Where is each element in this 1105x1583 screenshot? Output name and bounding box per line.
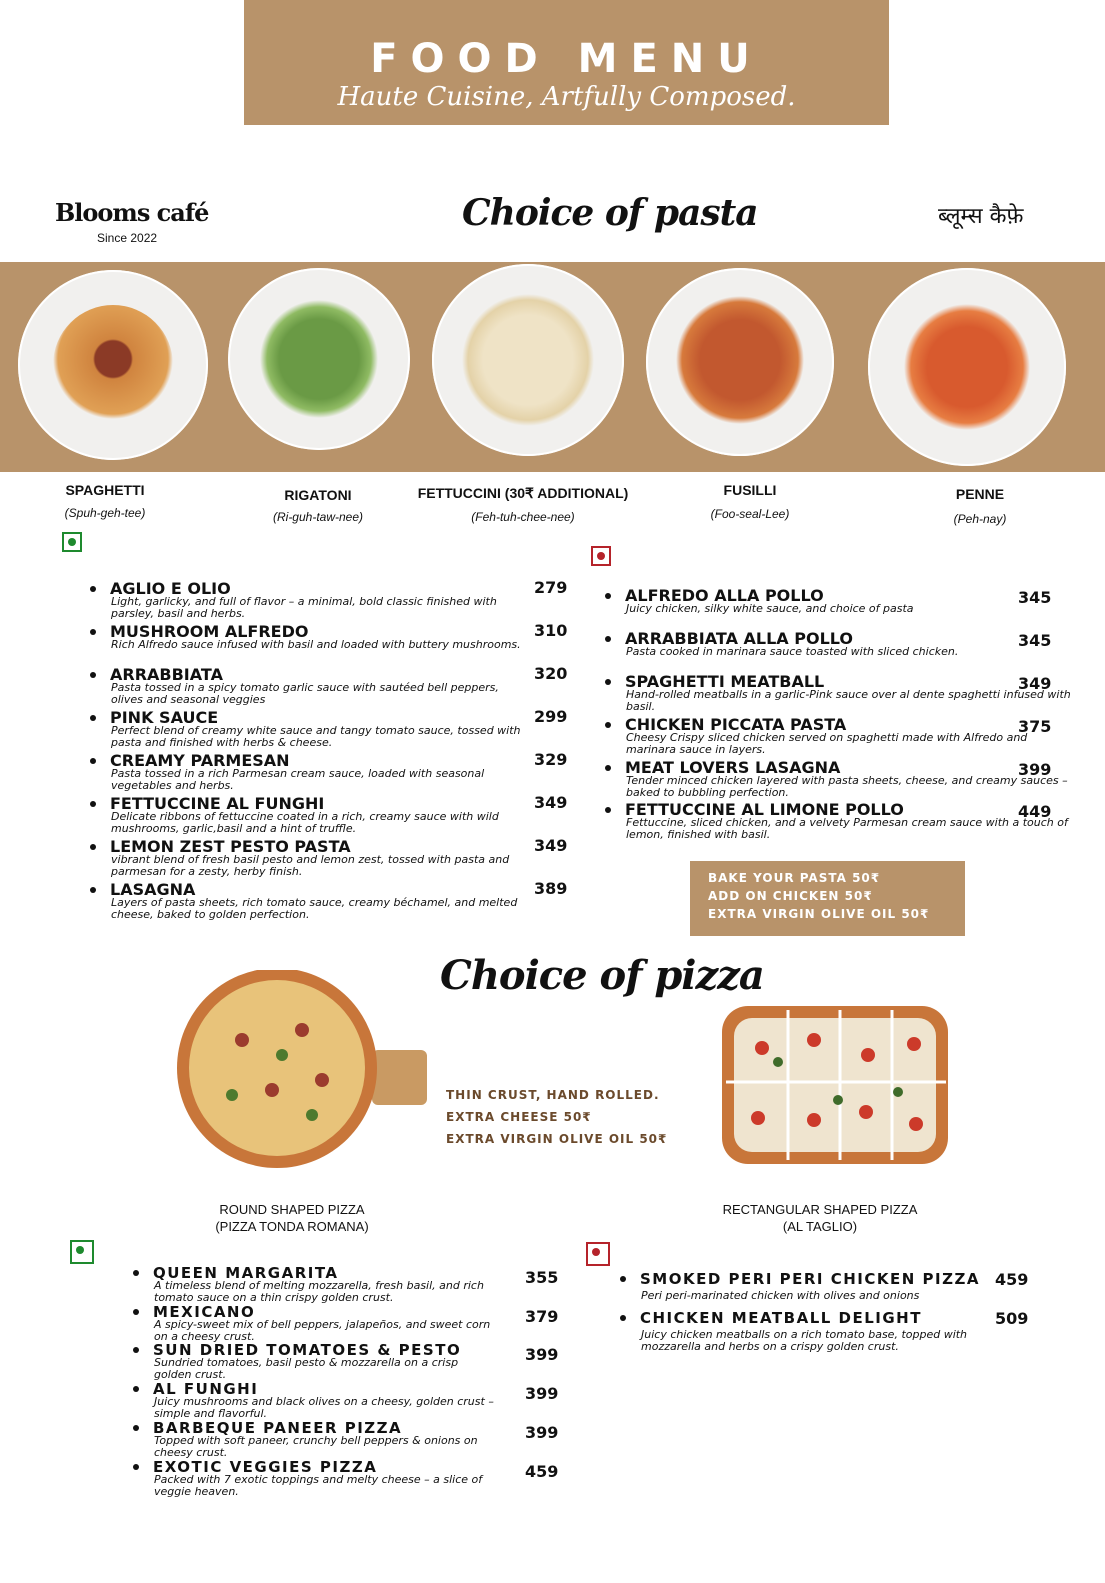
menu-item-price: 349 <box>534 836 568 855</box>
menu-item-price: 379 <box>525 1307 559 1326</box>
menu-item-description: Rich Alfredo sauce infused with basil and loaded with buttery mushrooms. <box>111 638 521 651</box>
pasta-shape-name: PENNE <box>955 486 1005 502</box>
menu-item-price: 389 <box>534 879 568 898</box>
menu-item-name: PINK SAUCE <box>110 708 219 727</box>
bullet-icon <box>90 672 96 678</box>
pasta-addons-box <box>690 861 965 936</box>
menu-item <box>605 716 1075 756</box>
pasta-shape-pronunciation: (Foo-seal-Lee) <box>710 507 790 521</box>
pasta-shape-name: FETTUCCINI (30₹ ADDITIONAL) <box>417 485 629 501</box>
menu-item-description: Delicate ribbons of fettuccine coated in a rich, creamy sauce with wild mushrooms, garlic,basil and a hint of truffle. <box>111 810 499 835</box>
bullet-icon <box>90 629 96 635</box>
menu-item-price: 375 <box>1018 717 1052 736</box>
menu-title: FOOD MENU <box>370 36 763 82</box>
pasta-shape-pronunciation: (Spuh-geh-tee) <box>64 506 146 520</box>
pizza-note: THIN CRUST, HAND ROLLED. <box>446 1088 660 1102</box>
bullet-icon <box>133 1309 139 1315</box>
bullet-icon <box>133 1347 139 1353</box>
menu-item <box>90 838 530 878</box>
rect-pizza-caption-line: RECTANGULAR SHAPED PIZZA <box>722 1202 918 1217</box>
menu-item <box>90 623 530 663</box>
bullet-icon <box>90 586 96 592</box>
menu-item-description: Juicy chicken, silky white sauce, and choice of pasta <box>626 602 914 615</box>
veg-symbol-icon <box>62 532 82 552</box>
menu-item-name: ARRABBIATA <box>110 665 223 684</box>
round-pizza-caption-line: ROUND SHAPED PIZZA <box>219 1202 365 1217</box>
spaghetti-plate-image <box>18 270 208 460</box>
menu-item-price: 349 <box>534 793 568 812</box>
menu-item-description: Cheesy Crispy sliced chicken served on spaghetti made with Alfredo and marinara sauce in layers. <box>626 731 1028 756</box>
menu-item <box>133 1458 513 1498</box>
pasta-shape-pronunciation: (Ri-guh-taw-nee) <box>272 510 364 524</box>
bullet-icon <box>90 715 96 721</box>
menu-item-price: 399 <box>525 1384 559 1403</box>
menu-item-price: 329 <box>534 750 568 769</box>
bullet-icon <box>605 636 611 642</box>
rectangular-pizza-image <box>718 1000 954 1170</box>
menu-item-price: 345 <box>1018 588 1052 607</box>
round-pizza-cheese <box>189 980 365 1156</box>
fettuccini-plate-image <box>432 264 624 456</box>
menu-item-description: Packed with 7 exotic toppings and melty cheese – a slice of veggie heaven. <box>154 1473 483 1498</box>
menu-item-price: 320 <box>534 664 568 683</box>
bullet-icon <box>620 1276 626 1282</box>
nonveg-symbol-icon <box>591 546 611 566</box>
bullet-icon <box>605 722 611 728</box>
menu-item-description: Sundried tomatoes, basil pesto & mozzarella on a crisp golden crust. <box>154 1356 459 1381</box>
menu-item-name: AL FUNGHI <box>153 1380 259 1398</box>
round-pizza-caption <box>182 1201 402 1235</box>
menu-item <box>620 1270 980 1310</box>
menu-item-name: LEMON ZEST PESTO PASTA <box>110 837 351 856</box>
menu-item-price: 399 <box>1018 760 1052 779</box>
brand-hindi-name: ब्लूम्स कैफ़े <box>938 204 1024 229</box>
bullet-icon <box>605 679 611 685</box>
pizza-board-handle <box>372 1050 427 1105</box>
rigatoni-plate-image <box>228 268 410 450</box>
menu-item <box>133 1264 513 1304</box>
veg-symbol-icon <box>70 1240 94 1264</box>
round-pizza-image <box>172 970 442 1170</box>
menu-item <box>90 580 530 620</box>
menu-item <box>605 759 1075 799</box>
menu-item <box>90 752 530 792</box>
menu-item-description: Pasta tossed in a rich Parmesan cream sauce, loaded with seasonal vegetables and herbs. <box>111 767 485 792</box>
addon-line: EXTRA VIRGIN OLIVE OIL 50₹ <box>708 907 930 921</box>
menu-item-name: AGLIO E OLIO <box>110 579 231 598</box>
menu-item-price: 459 <box>525 1462 559 1481</box>
menu-item-name: CHICKEN PICCATA PASTA <box>625 715 847 734</box>
pizza-notes <box>446 1084 667 1150</box>
menu-item-name: FETTUCCINE AL FUNGHI <box>110 794 325 813</box>
menu-item-name: ALFREDO ALLA POLLO <box>625 586 824 605</box>
menu-item <box>133 1380 513 1420</box>
menu-item-price: 299 <box>534 707 568 726</box>
bullet-icon <box>90 844 96 850</box>
pasta-section-title: Choice of pasta <box>462 192 758 234</box>
menu-item <box>620 1309 980 1353</box>
bullet-icon <box>605 765 611 771</box>
menu-item-name: EXOTIC VEGGIES PIZZA <box>153 1458 378 1476</box>
pasta-shape-pronunciation: (Peh-nay) <box>953 512 1007 526</box>
menu-item-description: Juicy chicken meatballs on a rich tomato base, topped with mozzarella and herbs on a crispy golden crust. <box>641 1328 968 1353</box>
bullet-icon <box>90 758 96 764</box>
menu-item-price: 449 <box>1018 802 1052 821</box>
rect-pizza-caption-line: (AL TAGLIO) <box>782 1219 858 1234</box>
round-pizza-caption-line: (PIZZA TONDA ROMANA) <box>215 1219 369 1234</box>
menu-item <box>605 801 1075 841</box>
bullet-icon <box>133 1425 139 1431</box>
menu-subtitle: Haute Cuisine, Artfully Composed. <box>337 82 796 112</box>
menu-item-description: vibrant blend of fresh basil pesto and lemon zest, tossed with pasta and parmesan for a zesty, herby finish. <box>111 853 510 878</box>
menu-item <box>90 795 530 835</box>
bullet-icon <box>133 1270 139 1276</box>
menu-item-name: CHICKEN MEATBALL DELIGHT <box>640 1309 922 1327</box>
menu-item-price: 459 <box>995 1270 1029 1289</box>
menu-item-description: Juicy mushrooms and black olives on a cheesy, golden crust – simple and flavorful. <box>154 1395 494 1420</box>
menu-item-name: ARRABBIATA ALLA POLLO <box>625 629 853 648</box>
rect-pizza-cheese <box>734 1018 936 1152</box>
addon-line: BAKE YOUR PASTA 50₹ <box>708 871 881 885</box>
rect-pizza-caption <box>700 1201 940 1235</box>
pizza-section-title: Choice of pizza <box>440 952 764 999</box>
menu-item-name: MUSHROOM ALFREDO <box>110 622 309 641</box>
menu-item-description: Hand-rolled meatballs in a garlic-Pink sauce over al dente spaghetti infused with basil. <box>626 688 1071 713</box>
pasta-photo-strip <box>0 262 1105 472</box>
menu-item-price: 509 <box>995 1309 1029 1328</box>
bullet-icon <box>605 807 611 813</box>
menu-item <box>133 1419 513 1459</box>
menu-item-description: Peri peri-marinated chicken with olives and onions <box>641 1289 920 1302</box>
menu-item <box>605 673 1075 713</box>
menu-item-price: 355 <box>525 1268 559 1287</box>
menu-item-name: MEAT LOVERS LASAGNA <box>625 758 841 777</box>
menu-item-description: Fettuccine, sliced chicken, and a velvety Parmesan cream sauce with a touch of lemon, finished with basil. <box>626 816 1068 841</box>
menu-item-price: 310 <box>534 621 568 640</box>
menu-item-price: 399 <box>525 1423 559 1442</box>
menu-item <box>605 630 1075 670</box>
pasta-shape-name: FUSILLI <box>723 482 777 498</box>
nonveg-symbol-icon <box>586 1242 610 1266</box>
menu-item-description: Topped with soft paneer, crunchy bell peppers & onions on cheesy crust. <box>154 1434 478 1459</box>
menu-item-name: SMOKED PERI PERI CHICKEN PIZZA <box>640 1270 980 1288</box>
menu-item-name: SPAGHETTI MEATBALL <box>625 672 825 691</box>
menu-item-description: Perfect blend of creamy white sauce and tangy tomato sauce, tossed with pasta and finished with herbs & cheese. <box>111 724 521 749</box>
menu-item-name: QUEEN MARGARITA <box>153 1264 339 1282</box>
menu-item-description: Light, garlicky, and full of flavor – a minimal, bold classic finished with parsley, basil and herbs. <box>111 595 497 620</box>
bullet-icon <box>133 1464 139 1470</box>
menu-item <box>90 881 530 921</box>
menu-item-description: Pasta cooked in marinara sauce toasted with sliced chicken. <box>626 645 959 658</box>
menu-item-description: A timeless blend of melting mozzarella, fresh basil, and rich tomato sauce on a thin crispy golden crust. <box>154 1279 484 1304</box>
addon-line: ADD ON CHICKEN 50₹ <box>708 889 873 903</box>
bullet-icon <box>605 593 611 599</box>
menu-item-name: FETTUCCINE AL LIMONE POLLO <box>625 800 904 819</box>
menu-item-description: A spicy-sweet mix of bell peppers, jalapeños, and sweet corn on a cheesy crust. <box>154 1318 491 1343</box>
bullet-icon <box>90 801 96 807</box>
pasta-shape-name: RIGATONI <box>284 487 352 503</box>
menu-item-name: MEXICANO <box>153 1303 256 1321</box>
menu-item-description: Pasta tossed in a spicy tomato garlic sauce with sautéed bell peppers, olives and seasonal veggies <box>111 681 499 706</box>
bullet-icon <box>133 1386 139 1392</box>
menu-item <box>605 587 1075 627</box>
bullet-icon <box>620 1315 626 1321</box>
penne-plate-image <box>868 268 1066 466</box>
menu-item-name: CREAMY PARMESAN <box>110 751 290 770</box>
pasta-shape-name: SPAGHETTI <box>65 482 145 498</box>
menu-item <box>133 1341 513 1381</box>
brand-since: Since 2022 <box>97 231 158 245</box>
menu-item <box>90 709 530 749</box>
pizza-note: EXTRA VIRGIN OLIVE OIL 50₹ <box>446 1132 668 1146</box>
menu-item-price: 349 <box>1018 674 1052 693</box>
bullet-icon <box>90 887 96 893</box>
menu-item-price: 345 <box>1018 631 1052 650</box>
menu-item-price: 399 <box>525 1345 559 1364</box>
menu-item-description: Layers of pasta sheets, rich tomato sauce, creamy béchamel, and melted cheese, baked to golden perfection. <box>111 896 518 921</box>
menu-item-name: LASAGNA <box>110 880 196 899</box>
menu-item <box>133 1303 513 1343</box>
menu-item-description: Tender minced chicken layered with pasta sheets, cheese, and creamy sauces – baked to bubbling perfection. <box>626 774 1068 799</box>
menu-item-price: 279 <box>534 578 568 597</box>
menu-item-name: SUN DRIED TOMATOES & PESTO <box>153 1341 462 1359</box>
pizza-note: EXTRA CHEESE 50₹ <box>446 1110 592 1124</box>
fusilli-plate-image <box>646 268 834 456</box>
pasta-shape-pronunciation: (Feh-tuh-chee-nee) <box>471 510 575 524</box>
brand-logo-text: Blooms café <box>55 198 209 227</box>
menu-item <box>90 666 530 706</box>
menu-header-banner <box>244 0 889 125</box>
menu-item-name: BARBEQUE PANEER PIZZA <box>153 1419 403 1437</box>
